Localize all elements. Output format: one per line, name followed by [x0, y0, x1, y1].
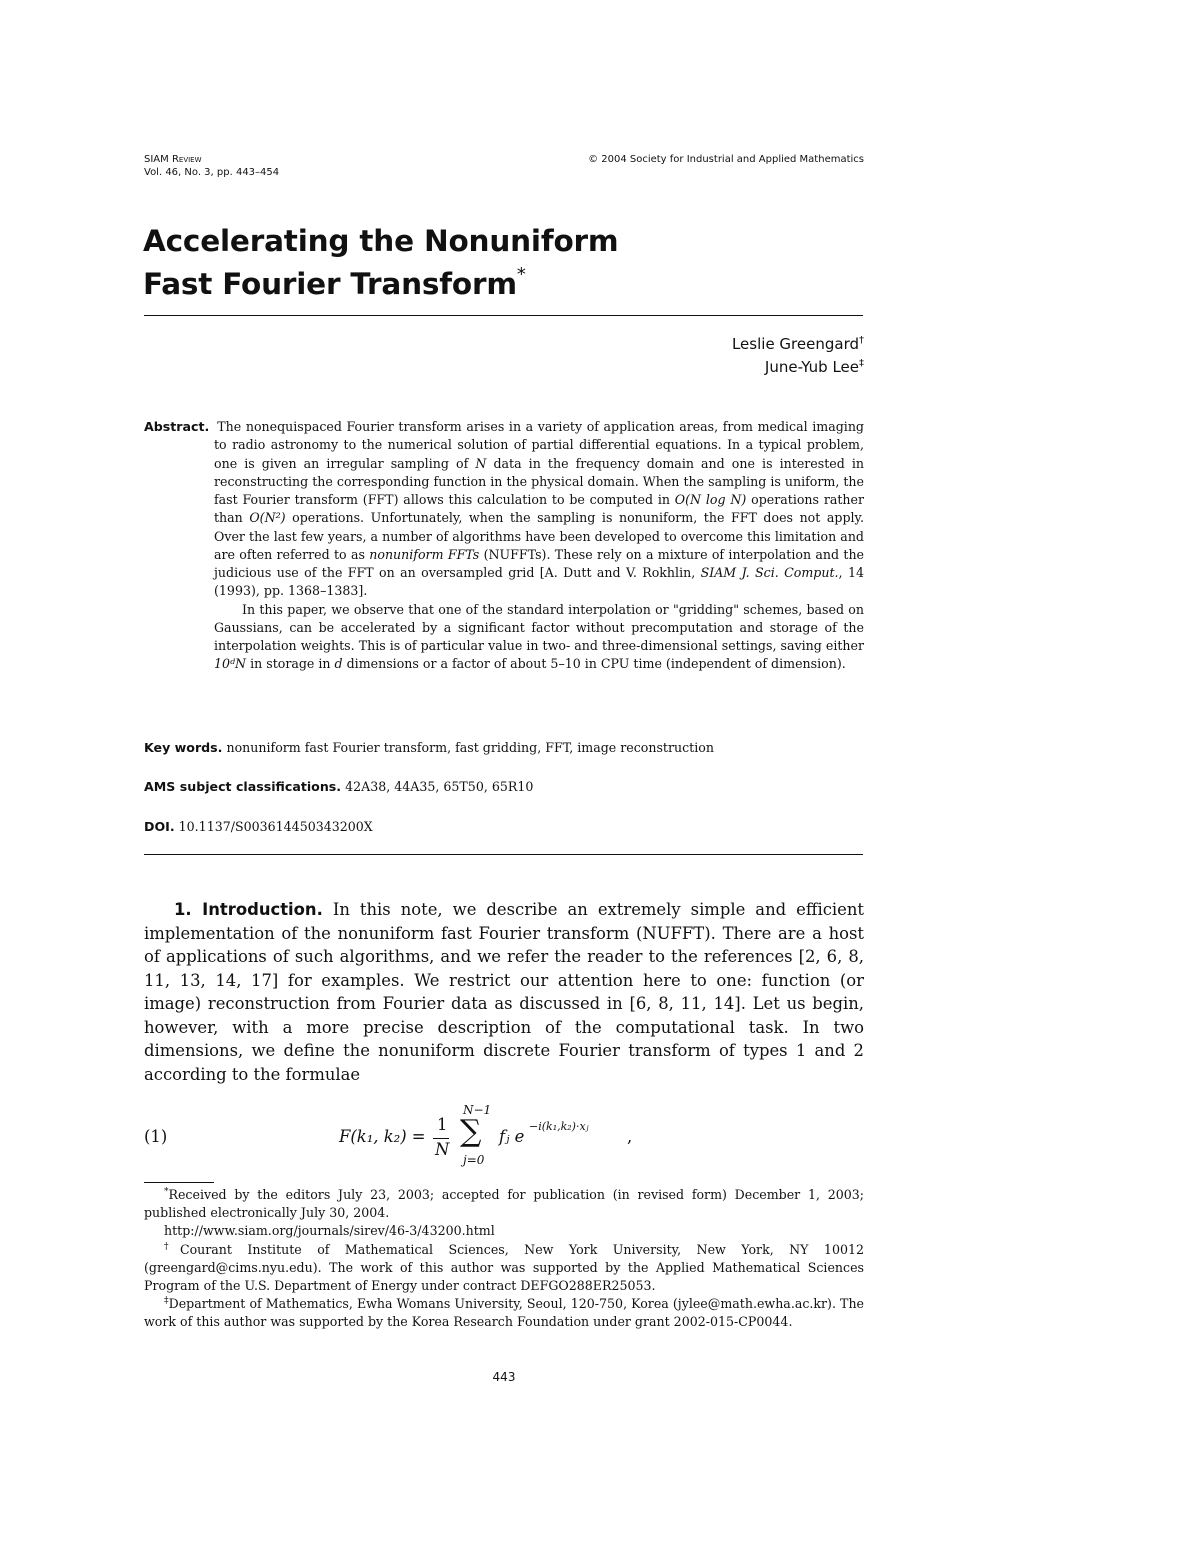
- equation-number: (1): [144, 1127, 168, 1146]
- footnotes: [144, 1186, 864, 1332]
- footnote-received: *Received by the editors July 23, 2003; accepted for publication (in revised form) December 1, 2003; published electronically July 30, 2004.: [144, 1187, 864, 1221]
- footnote-url[interactable]: http://www.siam.org/journals/sirev/46-3/43200.html: [164, 1223, 495, 1239]
- footnote-author-1: †Courant Institute of Mathematical Sciences, New York University, New York, NY 10012 (greengard@cims.nyu.edu). The work of this author was supported by the Applied Mathematical Sciences Program of the U.S. Department of Energy under contract DEFGO288ER25053.: [144, 1241, 864, 1294]
- abstract-paragraph-2: In this paper, we observe that one of the standard interpolation or "gridding" schemes, based on Gaussians, can be accelerated by a significant factor without precomputation and storage of the interpolation weights. This is of particular value in two- and three-dimensional settings, saving either 10ᵈN in storage in d dimensions or a factor of about 5–10 in CPU time (independent of dimension).: [214, 601, 864, 672]
- footnote-rule: [144, 1182, 214, 1183]
- introduction-paragraph: 1. Introduction. In this note, we describe an extremely simple and efficient implementation of the nonuniform fast Fourier transform (NUFFT). There are a host of applications of such algorithms, and we refer the reader to the references [2, 6, 8, 11, 13, 14, 17] for examples. We restrict our attention here to one: function (or image) reconstruction from Fourier data as discussed in [6, 8, 11, 14]. Let us begin, however, with a more precise description of the computational task. In two dimensions, we define the nonuniform discrete Fourier transform of types 1 and 2 according to the formulae: [144, 900, 864, 1084]
- author-2-mark: ‡: [859, 358, 864, 369]
- title-rule: [144, 315, 863, 316]
- fraction-numerator: 1: [437, 1115, 448, 1134]
- exponent: −i(k₁,k₂)·xⱼ: [529, 1120, 589, 1133]
- sum-lower-limit: j=0: [463, 1153, 485, 1167]
- page-number: 443: [492, 1370, 516, 1384]
- abstract-label: Abstract.: [144, 419, 210, 434]
- paper-title: [143, 220, 618, 306]
- abstract-rule: [144, 854, 863, 855]
- fraction-denominator: N: [435, 1140, 450, 1159]
- abstract-paragraph-1: Abstract. The nonequispaced Fourier transform arises in a variety of application areas, from medical imaging to radio astronomy to the numerical solution of partial differential equations. In a typical problem, one is given an irregular sampling of N data in the frequency domain and one is interested in reconstructing the corresponding function in the physical domain. When the sampling is uniform, the fast Fourier transform (FFT) allows this calculation to be computed in O(N log N) operations rather than O(N²) operations. Unfortunately, when the sampling is nonuniform, the FFT does not apply. Over the last few years, a number of algorithms have been developed to overcome this limitation and are often referred to as nonuniform FFTs (NUFFTs). These rely on a mixture of interpolation and the judicious use of the FFT on an oversampled grid [A. Dutt and V. Rokhlin, SIAM J. Sci. Comput., 14 (1993), pp. 1368–1383].: [144, 419, 865, 599]
- section-heading: 1. Introduction.: [174, 900, 323, 919]
- author-1: Leslie Greengard†: [731, 335, 864, 353]
- keywords: Key words. nonuniform fast Fourier transform, fast gridding, FFT, image reconstruction: [144, 740, 714, 755]
- author-list: [732, 333, 864, 379]
- title-line-2: Fast Fourier Transform: [143, 267, 517, 301]
- sum-upper-limit: N−1: [463, 1103, 492, 1117]
- copyright-line: © 2004 Society for Industrial and Applied Mathematics: [588, 154, 864, 165]
- volume-line: Vol. 46, No. 3, pp. 443–454: [144, 167, 280, 178]
- footnote-author-2: ‡Department of Mathematics, Ewha Womans University, Seoul, 120-750, Korea (jylee@math.ewha.ac.kr). The work of this author was supported by the Korea Research Foundation under grant 2002-015-CP0044.: [144, 1296, 865, 1330]
- journal-name: SIAM Review: [144, 154, 202, 165]
- author-1-mark: †: [859, 335, 864, 346]
- equation-comma: ,: [627, 1127, 633, 1146]
- title-footnote-mark: *: [516, 264, 526, 285]
- author-2: June-Yub Lee‡: [764, 358, 864, 376]
- title-line-1: Accelerating the Nonuniform: [143, 224, 619, 258]
- fraction-bar: [433, 1138, 449, 1139]
- journal-header: [144, 153, 279, 179]
- doi: DOI. 10.1137/S003614450343200X: [144, 819, 373, 834]
- summand: fⱼ e: [499, 1127, 525, 1146]
- sum-symbol: ∑: [460, 1114, 482, 1149]
- abstract: [144, 418, 864, 674]
- equation-1: [144, 1103, 864, 1173]
- equation-lhs: F(k₁, k₂) =: [339, 1127, 426, 1146]
- ams-classifications: AMS subject classifications. 42A38, 44A35, 65T50, 65R10: [144, 779, 534, 794]
